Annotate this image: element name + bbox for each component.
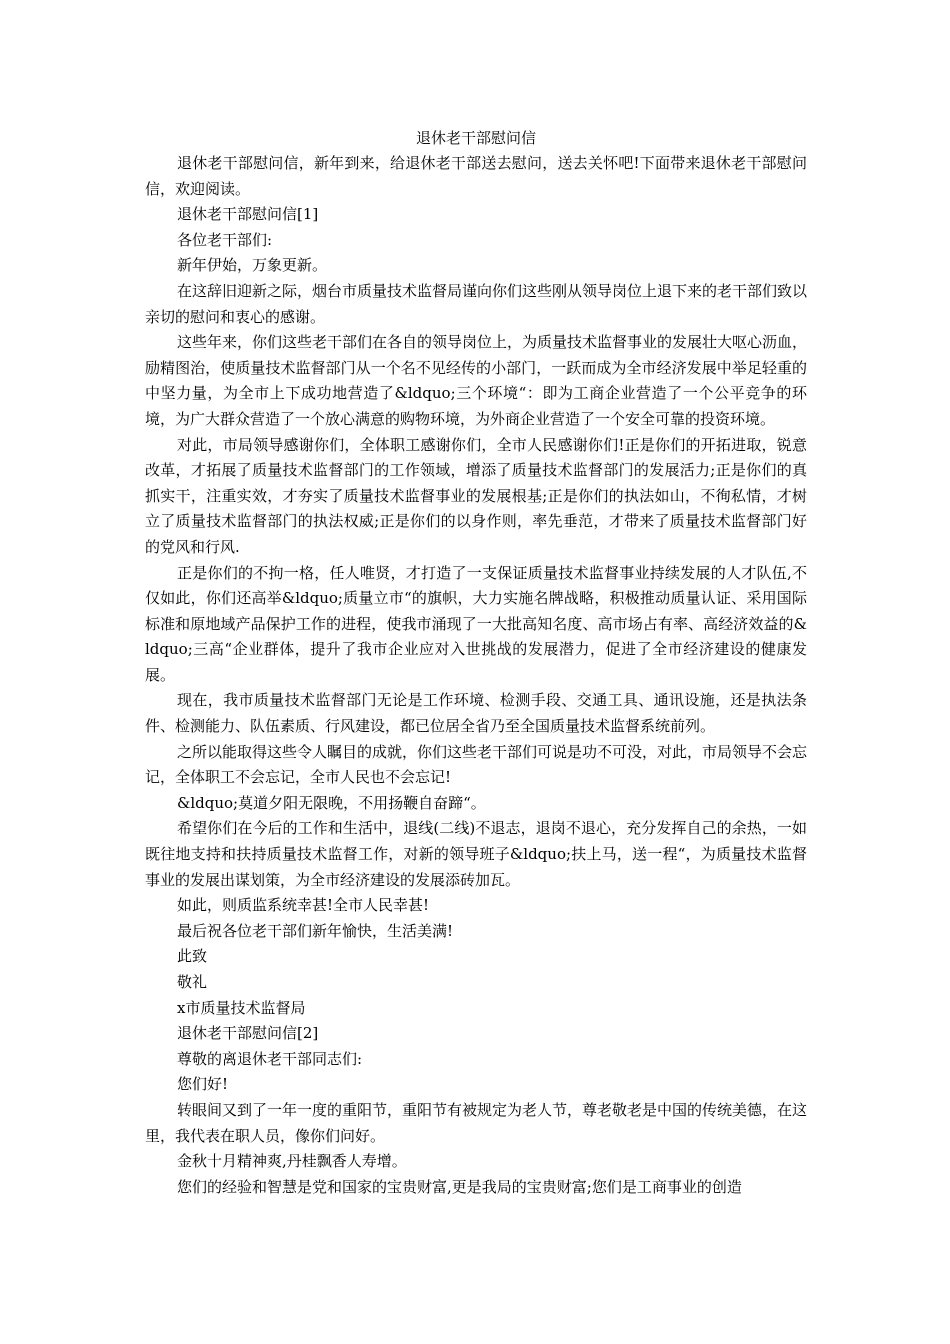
- paragraph: 您们的经验和智慧是党和国家的宝贵财富,更是我局的宝贵财富;您们是工商事业的创造: [177, 1177, 742, 1196]
- paragraph: 新年伊始，万象更新。: [177, 256, 328, 275]
- paragraph: 之所以能取得这些令人瞩目的成就，你们这些老干部们可说是功不可没，对此，市局领导不会忘记，全体职工不会忘记，全市人民也不会忘记!: [145, 742, 808, 787]
- paragraph: 转眼间又到了一年一度的重阳节，重阳节有被规定为老人节，尊老敬老是中国的传统美德，在这里，我代表在职人员，像你们问好。: [145, 1100, 808, 1145]
- signature: x市质量技术监督局: [177, 998, 306, 1017]
- paragraph: 如此，则质监系统幸甚!全市人民幸甚!: [177, 896, 430, 915]
- paragraph-intro: 退休老干部慰问信，新年到来，给退休老干部送去慰问，送去关怀吧!下面带来退休老干部慰问信，欢迎阅读。: [145, 154, 807, 198]
- paragraph: 金秋十月精神爽,丹桂飘香人寿增。: [177, 1152, 407, 1171]
- closing-regards: 敬礼: [177, 973, 208, 991]
- paragraph: 在这辞旧迎新之际，烟台市质量技术监督局谨向你们这些刚从领导岗位上退下来的老干部们致以亲切的慰问和衷心的感谢。: [145, 281, 808, 326]
- document-title: 退休老干部慰问信: [415, 129, 536, 147]
- paragraph: 正是你们的不拘一格，任人唯贤，才打造了一支保证质量技术监督事业持续发展的人才队伍,不仅如此，你们还高举&ldquo;质量立市“的旗帜，大力实施名牌战略，积极推动质量认证、采用国际标准和原地域产品保护工作的进程，使我市涌现了一大批高知名度、高市场占有率、高经济效益的&ldquo;三高“企业群体，提升了我市企业应对入世挑战的发展潜力，促进了全市经济建设的健康发展。: [145, 563, 807, 684]
- greeting: 您们好!: [177, 1075, 229, 1094]
- paragraph-wishes: 最后祝各位老干部们新年愉快，生活美满!: [177, 921, 454, 940]
- paragraph: 对此，市局领导感谢你们，全体职工感谢你们，全市人民感谢你们!正是你们的开拓进取，锐意改革，才拓展了质量技术监督部门的工作领域，增添了质量技术监督部门的发展活力;正是你们的真抓实干，注重实效，才夯实了质量技术监督事业的发展根基;正是你们的执法如山，不徇私情，才树立了质量技术监督部门的执法权威;正是你们的以身作则，率先垂范，才带来了质量技术监督部门好的党风和行风.: [145, 435, 807, 556]
- letter-1-heading: 退休老干部慰问信[1]: [177, 205, 319, 224]
- paragraph-quote: &ldquo;莫道夕阳无限晚，不用扬鞭自奋蹄“。: [177, 793, 486, 812]
- letter-1-salutation: 各位老干部们:: [177, 230, 273, 249]
- paragraph: 这些年来，你们这些老干部们在各自的领导岗位上，为质量技术监督事业的发展壮大呕心沥血，励精图治，使质量技术监督部门从一个名不见经传的小部门，一跃而成为全市经济发展中举足轻重的中坚力量，为全市上下成功地营造了&ldquo;三个环境“：即为工商企业营造了一个公平竞争的环境，为广大群众营造了一个放心满意的购物环境，为外商企业营造了一个安全可靠的投资环境。: [145, 333, 808, 428]
- letter-2-salutation: 尊敬的离退休老干部同志们:: [177, 1049, 363, 1068]
- paragraph: 现在，我市质量技术监督部门无论是工作环境、检测手段、交通工具、通讯设施，还是执法条件、检测能力、队伍素质、行风建设，都已位居全省乃至全国质量技术监督系统前列。: [145, 691, 807, 736]
- document-page: [145, 125, 807, 1200]
- closing-line: 此致: [177, 947, 208, 966]
- letter-2-heading: 退休老干部慰问信[2]: [177, 1024, 319, 1043]
- paragraph: 希望你们在今后的工作和生活中，退线(二线)不退志，退岗不退心，充分发挥自己的余热，一如既往地支持和扶持质量技术监督工作，对新的领导班子&ldquo;扶上马，送一程“，为质量技术监督事业的发展出谋划策，为全市经济建设的发展添砖加瓦。: [145, 819, 807, 889]
